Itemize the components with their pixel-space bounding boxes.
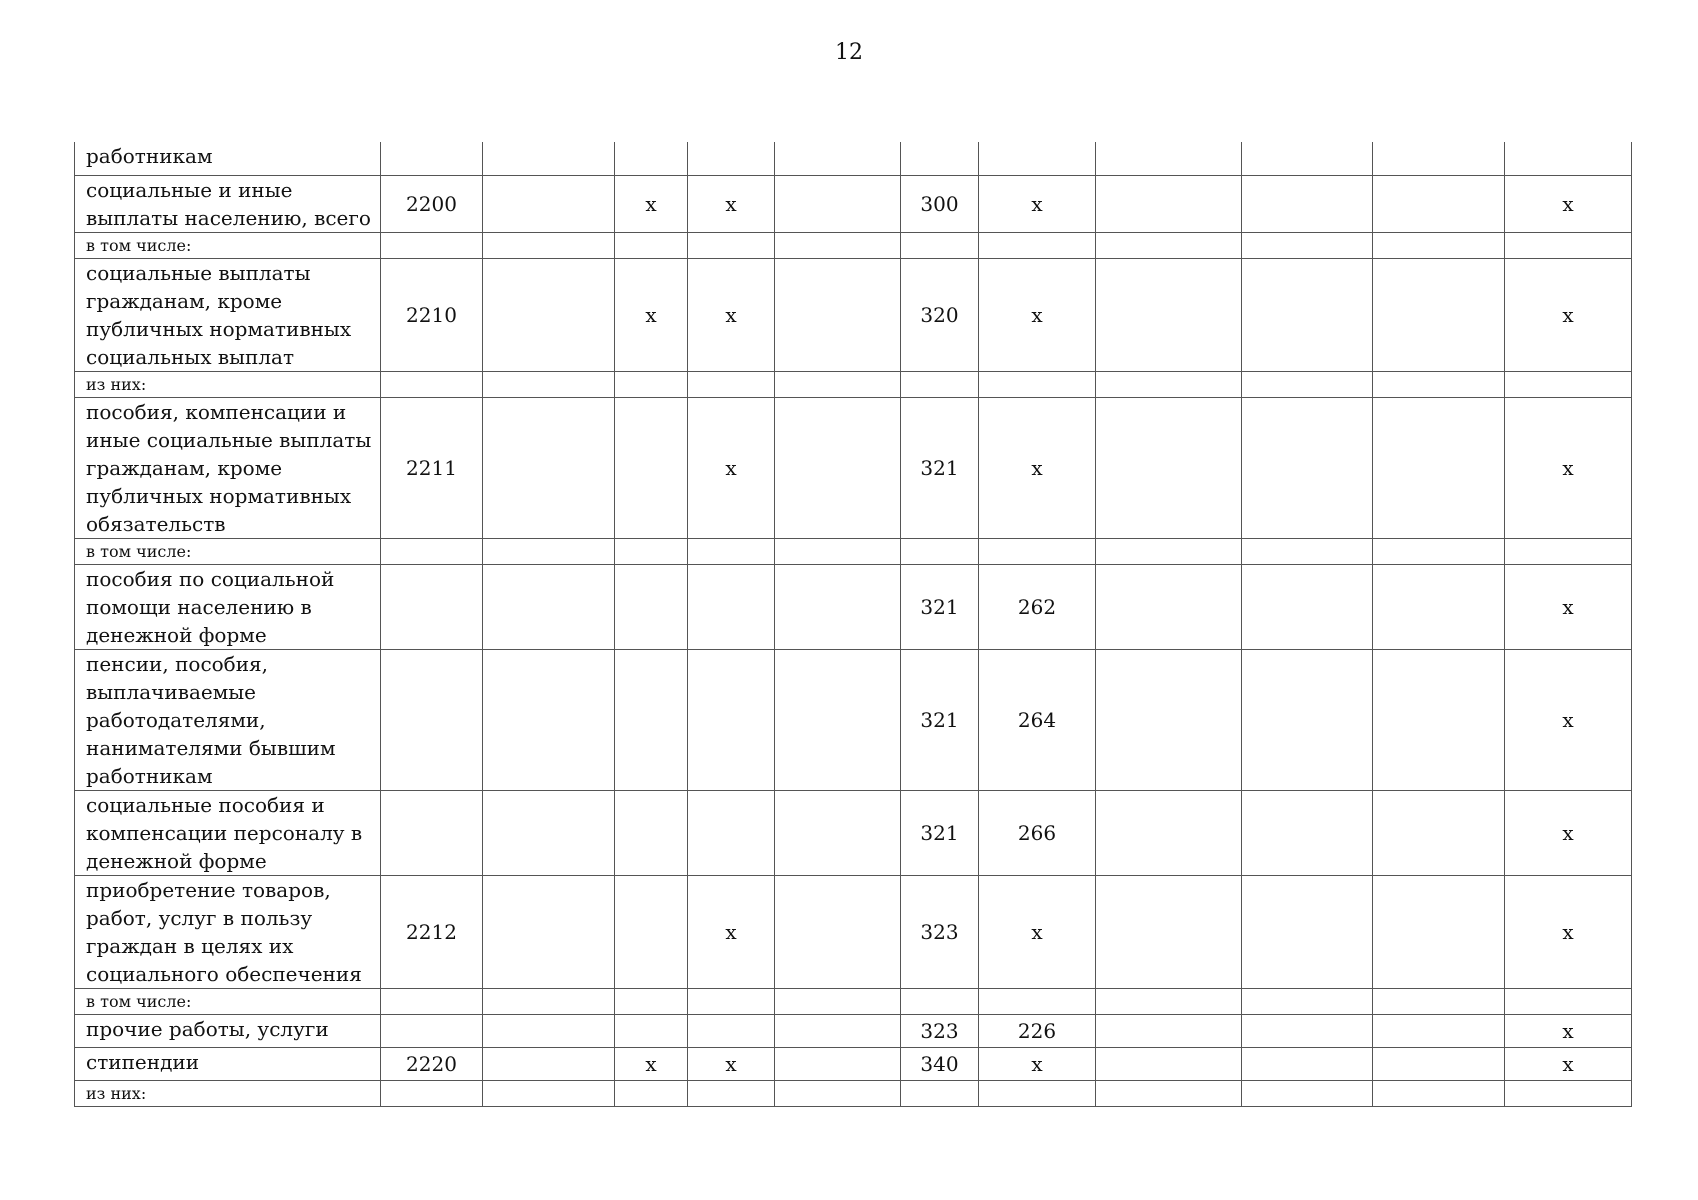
table-cell <box>1096 988 1242 1014</box>
table-row <box>75 258 1632 371</box>
table-row <box>75 1014 1632 1047</box>
table-cell <box>1373 371 1505 397</box>
table-cell <box>1373 790 1505 875</box>
table-cell <box>1505 988 1632 1014</box>
page-number: 12 <box>835 40 863 65</box>
table-cell <box>775 1080 901 1106</box>
table-cell <box>1242 175 1373 232</box>
table-cell <box>775 875 901 988</box>
table-cell: 264 <box>979 649 1096 790</box>
table-cell <box>1242 790 1373 875</box>
table-cell: 321 <box>901 564 979 649</box>
table-cell <box>688 1080 775 1106</box>
table-cell <box>775 397 901 538</box>
table-cell <box>1096 649 1242 790</box>
table-cell <box>901 371 979 397</box>
table-cell <box>1242 397 1373 538</box>
table-cell <box>381 1014 483 1047</box>
table-cell <box>1373 538 1505 564</box>
table-cell <box>483 142 615 175</box>
table-cell <box>775 175 901 232</box>
table-cell <box>775 142 901 175</box>
table-cell <box>1096 538 1242 564</box>
table-cell: 321 <box>901 397 979 538</box>
table-cell <box>1242 875 1373 988</box>
subheading-label: в том числе: <box>75 538 381 564</box>
table-cell <box>901 1080 979 1106</box>
table-cell <box>1242 232 1373 258</box>
table-cell <box>1242 1014 1373 1047</box>
row-label: приобретение товаров, работ, услуг в пользу граждан в целях их социального обеспечения <box>75 875 381 988</box>
table-cell <box>979 988 1096 1014</box>
table-cell: 340 <box>901 1047 979 1080</box>
table-cell: 2220 <box>381 1047 483 1080</box>
table-cell: x <box>688 875 775 988</box>
table-cell <box>775 371 901 397</box>
subheading-label: из них: <box>75 1080 381 1106</box>
table-cell <box>1505 371 1632 397</box>
table-cell: x <box>979 175 1096 232</box>
table-cell <box>1373 232 1505 258</box>
subheading-label: в том числе: <box>75 232 381 258</box>
table-cell <box>381 142 483 175</box>
table-cell: 321 <box>901 649 979 790</box>
table-cell <box>1373 258 1505 371</box>
table-cell <box>1096 1080 1242 1106</box>
table-cell <box>979 1080 1096 1106</box>
table-cell <box>775 1014 901 1047</box>
table-cell: x <box>1505 175 1632 232</box>
table-cell <box>615 564 688 649</box>
row-label: пособия, компенсации и иные социальные выплаты гражданам, кроме публичных нормативных обязательств <box>75 397 381 538</box>
table-cell: 2212 <box>381 875 483 988</box>
table-cell <box>1096 232 1242 258</box>
table-cell <box>979 232 1096 258</box>
table-cell <box>381 790 483 875</box>
table-cell <box>381 649 483 790</box>
table-cell <box>483 649 615 790</box>
subheading-row <box>75 1080 1632 1106</box>
table-cell <box>1096 1047 1242 1080</box>
table-cell <box>1373 142 1505 175</box>
subheading-row <box>75 371 1632 397</box>
table-cell <box>615 538 688 564</box>
table-cell <box>381 988 483 1014</box>
table-cell: 321 <box>901 790 979 875</box>
table-row <box>75 875 1632 988</box>
table-cell <box>615 790 688 875</box>
table-cell <box>688 142 775 175</box>
row-label: работникам <box>75 142 381 175</box>
table-cell <box>775 232 901 258</box>
table-cell <box>688 232 775 258</box>
table-cell <box>483 988 615 1014</box>
table-cell <box>1096 875 1242 988</box>
table-cell <box>1096 175 1242 232</box>
table-cell <box>1373 1080 1505 1106</box>
table-cell: x <box>1505 564 1632 649</box>
table-cell <box>1096 397 1242 538</box>
subheading-row <box>75 538 1632 564</box>
table-cell <box>1505 1080 1632 1106</box>
table-cell <box>775 258 901 371</box>
table-cell: 323 <box>901 875 979 988</box>
table-row <box>75 790 1632 875</box>
table-cell <box>1373 988 1505 1014</box>
table-cell <box>979 538 1096 564</box>
table-cell <box>901 988 979 1014</box>
table-cell <box>483 875 615 988</box>
table-cell: 323 <box>901 1014 979 1047</box>
table-cell <box>901 142 979 175</box>
table-cell <box>381 564 483 649</box>
table-cell <box>1242 564 1373 649</box>
table-cell <box>775 1047 901 1080</box>
table-cell <box>775 649 901 790</box>
table-cell <box>901 538 979 564</box>
table-cell: x <box>688 258 775 371</box>
table-cell: x <box>688 1047 775 1080</box>
table-cell <box>483 1047 615 1080</box>
table-cell <box>1373 875 1505 988</box>
table-cell: x <box>1505 790 1632 875</box>
table-cell <box>979 371 1096 397</box>
table-cell: x <box>979 258 1096 371</box>
row-label: социальные и иные выплаты населению, всего <box>75 175 381 232</box>
table-cell <box>1096 142 1242 175</box>
table-cell <box>615 142 688 175</box>
table-cell <box>775 538 901 564</box>
table-cell <box>1242 371 1373 397</box>
row-label: социальные выплаты гражданам, кроме публичных нормативных социальных выплат <box>75 258 381 371</box>
table-cell <box>381 1080 483 1106</box>
row-label: пособия по социальной помощи населению в денежной форме <box>75 564 381 649</box>
table-cell <box>1242 142 1373 175</box>
table-row <box>75 397 1632 538</box>
table-cell <box>615 371 688 397</box>
table-cell: x <box>1505 1047 1632 1080</box>
table-cell: 262 <box>979 564 1096 649</box>
table-cell <box>1373 1014 1505 1047</box>
table-cell <box>1373 175 1505 232</box>
table-cell: x <box>1505 875 1632 988</box>
table-cell <box>979 142 1096 175</box>
table-cell: x <box>615 1047 688 1080</box>
table-cell: x <box>1505 1014 1632 1047</box>
table-cell <box>1242 988 1373 1014</box>
table-cell <box>775 564 901 649</box>
table-cell <box>1096 371 1242 397</box>
table-cell: x <box>979 1047 1096 1080</box>
table-body <box>75 142 1632 1106</box>
table-cell <box>775 988 901 1014</box>
subheading-row <box>75 988 1632 1014</box>
table-cell <box>483 1014 615 1047</box>
table-cell <box>1505 538 1632 564</box>
table-cell <box>381 371 483 397</box>
table-cell <box>381 538 483 564</box>
table-cell <box>1373 397 1505 538</box>
table-cell: 2210 <box>381 258 483 371</box>
subheading-row <box>75 232 1632 258</box>
table-cell <box>901 232 979 258</box>
table-cell <box>1242 538 1373 564</box>
table-cell: x <box>1505 258 1632 371</box>
table-cell: x <box>1505 397 1632 538</box>
table-row <box>75 142 1632 175</box>
table-cell <box>1242 1080 1373 1106</box>
table-cell: x <box>688 175 775 232</box>
table-cell <box>1242 1047 1373 1080</box>
table-row <box>75 649 1632 790</box>
table-cell: 266 <box>979 790 1096 875</box>
table-cell <box>483 371 615 397</box>
table-cell <box>688 988 775 1014</box>
table-cell: x <box>615 258 688 371</box>
table-cell <box>615 875 688 988</box>
table-cell: x <box>1505 649 1632 790</box>
table-cell: x <box>979 397 1096 538</box>
table-cell: 320 <box>901 258 979 371</box>
table-cell <box>1373 1047 1505 1080</box>
table-cell <box>483 258 615 371</box>
table-cell <box>483 790 615 875</box>
table-cell <box>688 564 775 649</box>
table-row <box>75 175 1632 232</box>
row-label: стипендии <box>75 1047 381 1080</box>
table-cell <box>1096 790 1242 875</box>
table-cell: x <box>688 397 775 538</box>
table-cell <box>688 538 775 564</box>
table-cell: 226 <box>979 1014 1096 1047</box>
table-cell <box>615 232 688 258</box>
table-cell <box>615 397 688 538</box>
table-cell <box>1505 142 1632 175</box>
table-cell <box>483 564 615 649</box>
table-cell <box>615 1080 688 1106</box>
table-cell <box>615 988 688 1014</box>
row-label: социальные пособия и компенсации персоналу в денежной форме <box>75 790 381 875</box>
table-cell <box>688 371 775 397</box>
row-label: пенсии, пособия, выплачиваемые работодателями, нанимателями бывшим работникам <box>75 649 381 790</box>
table-cell <box>615 649 688 790</box>
expenditure-table <box>74 142 1632 1107</box>
table-cell: 2211 <box>381 397 483 538</box>
table-cell <box>688 790 775 875</box>
table-cell <box>483 397 615 538</box>
table-cell <box>1373 649 1505 790</box>
table-cell <box>1242 258 1373 371</box>
table-cell: 2200 <box>381 175 483 232</box>
table-cell <box>688 649 775 790</box>
subheading-label: из них: <box>75 371 381 397</box>
table-cell: x <box>979 875 1096 988</box>
table-cell: 300 <box>901 175 979 232</box>
table-cell <box>483 1080 615 1106</box>
table-cell <box>688 1014 775 1047</box>
table-cell: x <box>615 175 688 232</box>
table-cell <box>1096 564 1242 649</box>
table-cell <box>1373 564 1505 649</box>
table-cell <box>483 232 615 258</box>
table-cell <box>1242 649 1373 790</box>
table-cell <box>483 175 615 232</box>
table-cell <box>381 232 483 258</box>
row-label: прочие работы, услуги <box>75 1014 381 1047</box>
table-cell <box>775 790 901 875</box>
table-cell <box>1096 258 1242 371</box>
table-row <box>75 564 1632 649</box>
subheading-label: в том числе: <box>75 988 381 1014</box>
table-cell <box>483 538 615 564</box>
table-cell <box>615 1014 688 1047</box>
table-row <box>75 1047 1632 1080</box>
table-cell <box>1505 232 1632 258</box>
table-cell <box>1096 1014 1242 1047</box>
